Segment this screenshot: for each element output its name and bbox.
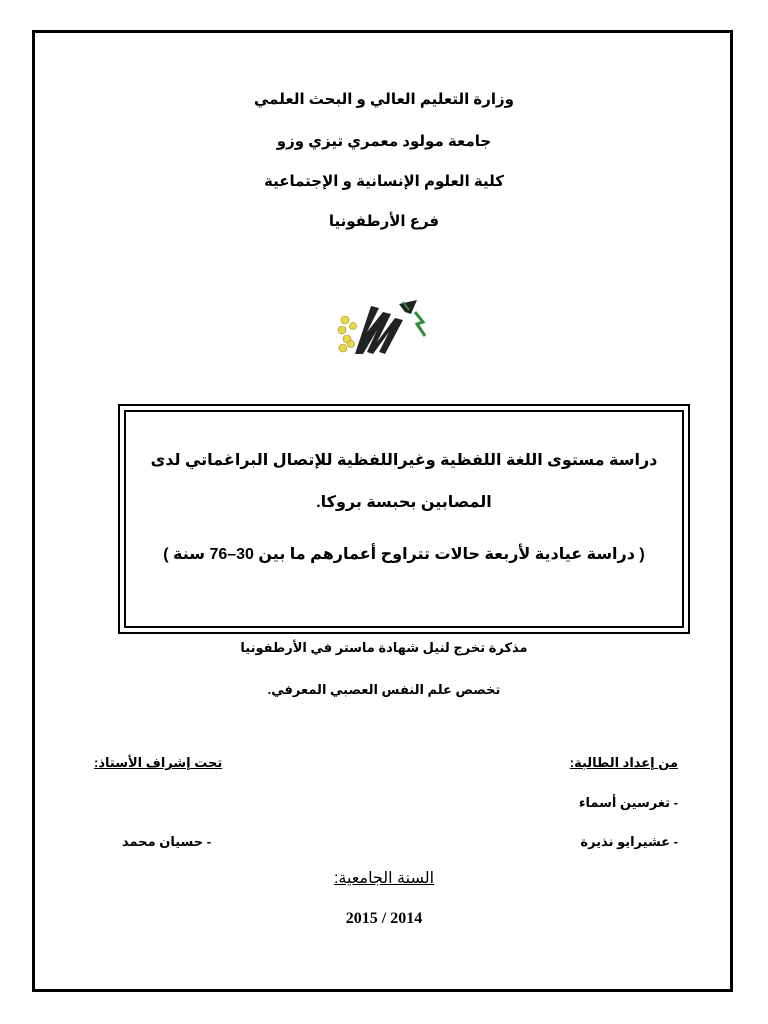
thesis-title-line-1: دراسة مستوى اللغة اللفظية وغيراللفظية للإتصال البراغماتي لدى: [150, 452, 658, 469]
supervisor-label: تحت إشراف الأستاذ:: [94, 755, 223, 770]
thesis-subtitle: ( دراسة عيادية لأربعة حالات تتراوح أعمارهم ما بين 30–76 سنة ): [163, 546, 645, 563]
university-emblem-icon: [333, 292, 435, 362]
department-name: فرع الأرطفونيا: [328, 213, 440, 230]
ministry-name: وزارة التعليم العالي و البحث العلمي: [254, 91, 514, 108]
student-name-2: - عشيرايو نذيرة: [580, 834, 678, 849]
university-name: جامعة مولود معمري تيزي وزو: [276, 133, 492, 150]
academic-year-label: السنة الجامعية:: [333, 870, 435, 887]
academic-year-value: 2015 / 2014: [345, 910, 423, 927]
student-name-1: - تغرسين أسماء: [578, 795, 678, 810]
students-label: من إعداد الطالبة:: [569, 755, 678, 770]
memo-specialty: تخصص علم النفس العصبي المعرفي.: [267, 682, 501, 697]
supervisor-name: - حسيان محمد: [122, 834, 212, 849]
faculty-name: كلية العلوم الإنسانية و الإجتماعية: [264, 173, 504, 190]
memo-purpose: مذكرة تخرج لنيل شهادة ماستر في الأرطفونيا: [240, 640, 528, 655]
thesis-title-box: [118, 404, 690, 634]
thesis-title-line-2: المصابين بحبسة بروكا.: [316, 494, 492, 511]
